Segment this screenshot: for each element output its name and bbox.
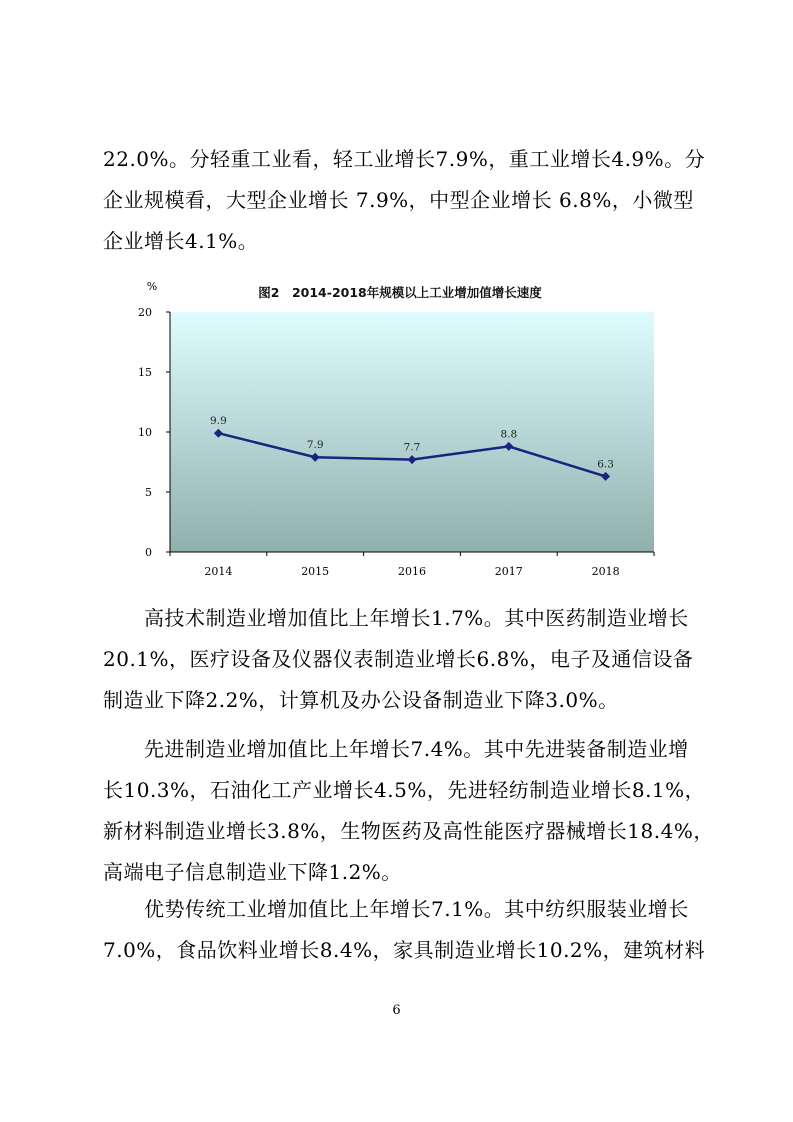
paragraph-4: [103, 889, 706, 971]
y-tick-label: 20: [138, 306, 152, 319]
paragraph-1: [103, 139, 706, 262]
paragraph-line: 企业规模看，大型企业增长 7.9%，中型企业增长 6.8%，小微型: [103, 188, 694, 212]
y-tick-label: 0: [145, 546, 152, 559]
y-tick-label: 15: [138, 366, 152, 379]
paragraph-line: 优势传统工业增加值比上年增长7.1%。其中纺织服装业增长: [144, 897, 689, 921]
paragraph-line: 7.0%，食品饮料业增长8.4%，家具制造业增长10.2%，建筑材料: [103, 938, 706, 962]
x-tick-label: 2017: [494, 565, 523, 578]
paragraph-line: 22.0%。分轻重工业看，轻工业增长7.9%，重工业增长4.9%。分: [103, 147, 706, 171]
x-tick-label: 2014: [204, 565, 233, 578]
x-tick-label: 2018: [591, 565, 620, 578]
growth-line-chart: [120, 275, 680, 590]
y-tick-label: 5: [145, 486, 152, 499]
paragraph-2: [103, 598, 693, 721]
paragraph-line: 先进制造业增加值比上年增长7.4%。其中先进装备制造业增: [144, 737, 689, 761]
data-label: 8.8: [500, 428, 518, 441]
paragraph-line: 制造业下降2.2%，计算机及办公设备制造业下降3.0%。: [103, 688, 619, 712]
x-tick-label: 2015: [301, 565, 330, 578]
paragraph-line: 新材料制造业增长3.8%，生物医药及高性能医疗器械增长18.4%，: [103, 819, 714, 843]
paragraph-line: 高技术制造业增加值比上年增长1.7%。其中医药制造业增长: [144, 606, 689, 630]
paragraph-line: 高端电子信息制造业下降1.2%。: [103, 860, 402, 884]
x-tick-label: 2016: [398, 565, 426, 578]
paragraph-line: 20.1%，医疗设备及仪器仪表制造业增长6.8%，电子及通信设备: [103, 647, 694, 671]
data-label: 7.7: [403, 441, 421, 454]
plot-area: [170, 312, 654, 552]
y-axis-unit-label: %: [146, 280, 158, 293]
data-label: 7.9: [306, 439, 324, 452]
y-tick-label: 10: [138, 426, 152, 439]
page-number: 6: [392, 1003, 401, 1018]
chart-title: 图2 2014-2018年规模以上工业增加值增长速度: [258, 285, 542, 300]
data-label: 9.9: [210, 415, 227, 428]
paragraph-line: 企业增长4.1%。: [103, 229, 259, 253]
paragraph-3: [103, 729, 714, 893]
paragraph-line: 长10.3%，石油化工产业增长4.5%，先进轻纺制造业增长8.1%，: [103, 778, 706, 802]
data-label: 6.3: [597, 458, 614, 471]
